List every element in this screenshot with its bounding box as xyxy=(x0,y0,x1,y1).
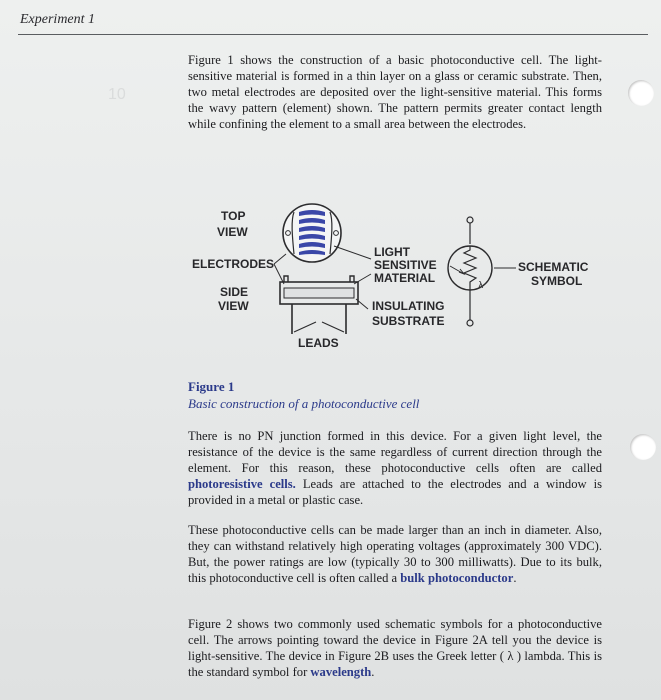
label-symbol: SYMBOL xyxy=(531,274,583,288)
label-schematic: SCHEMATIC xyxy=(518,260,589,274)
top-view-cell xyxy=(283,204,341,262)
paragraph-4 xyxy=(188,616,602,680)
label-side: SIDE xyxy=(220,285,249,299)
intro-paragraph: Figure 1 shows the construction of a basic photoconductive cell. The light-sensitive material is formed in a thin layer on a glass or ceramic substrate. Then, two metal electrodes are deposited over the light-sensitive material. This forms the wavy pattern (element) shown. The pattern permits greater contact length while confining the element to a small area between the electrodes. xyxy=(188,53,602,131)
ghost-bleedthrough-text: 10 xyxy=(108,86,126,103)
label-view-2: VIEW xyxy=(218,299,249,313)
label-top: TOP xyxy=(221,209,246,223)
lambda-symbol: λ xyxy=(478,281,484,291)
paragraph-2 xyxy=(188,428,602,508)
photoconductive-cell-figure xyxy=(188,196,618,378)
label-sensitive: SENSITIVE xyxy=(374,258,437,272)
term-photoresistive-cells: photoresistive cells. xyxy=(188,477,296,491)
label-view-1: VIEW xyxy=(217,225,248,239)
figure-title: Figure 1 xyxy=(188,379,235,394)
page-header: Experiment 1 xyxy=(20,12,96,27)
side-view-cell xyxy=(280,276,358,334)
header-rule xyxy=(18,34,648,35)
paragraph-2-text-b: Leads are attached to the electrodes and a window is provided in a metal or plastic case. xyxy=(188,477,602,507)
paragraph-2-text-a: There is no PN junction formed in this device. For a given light level, the resistance of the device is the same regardless of current direction through the element. For this reason, these photoconductive cells often are called xyxy=(188,429,602,475)
term-bulk-photoconductor: bulk photoconductor xyxy=(400,571,514,585)
label-leads: LEADS xyxy=(298,336,339,350)
label-insulating: INSULATING xyxy=(372,299,445,313)
paragraph-3-text-a: These photoconductive cells can be made larger than an inch in diameter. Also, they can withstand relatively high operating voltages (approximately 300 VDC). But, the power ratings are low (typically 30 to 300 milliwatts). Due to its bulk, this photoconductive cell is often called a xyxy=(188,523,602,585)
label-electrodes: ELECTRODES xyxy=(192,257,275,271)
term-wavelength: wavelength xyxy=(310,665,372,679)
figure-caption: Basic construction of a photoconductive cell xyxy=(188,396,420,411)
paragraph-4-text-a: Figure 2 shows two commonly used schematic symbols for a photoconductive cell. The arrows pointing toward the device in Figure 2A tell you the device is light-sensitive. The device in Figure 2B uses the Greek letter ( λ ) lambda. This is the standard symbol for xyxy=(188,617,602,679)
paragraph-4-text-b: . xyxy=(371,665,375,679)
paragraph-3 xyxy=(188,522,602,586)
binder-hole-bottom xyxy=(630,434,656,460)
schematic-symbol xyxy=(448,217,516,326)
binder-hole-top xyxy=(628,80,654,106)
label-material: MATERIAL xyxy=(374,271,436,285)
label-substrate: SUBSTRATE xyxy=(372,314,445,328)
label-light: LIGHT xyxy=(374,245,410,259)
paragraph-3-text-b: . xyxy=(513,571,517,585)
